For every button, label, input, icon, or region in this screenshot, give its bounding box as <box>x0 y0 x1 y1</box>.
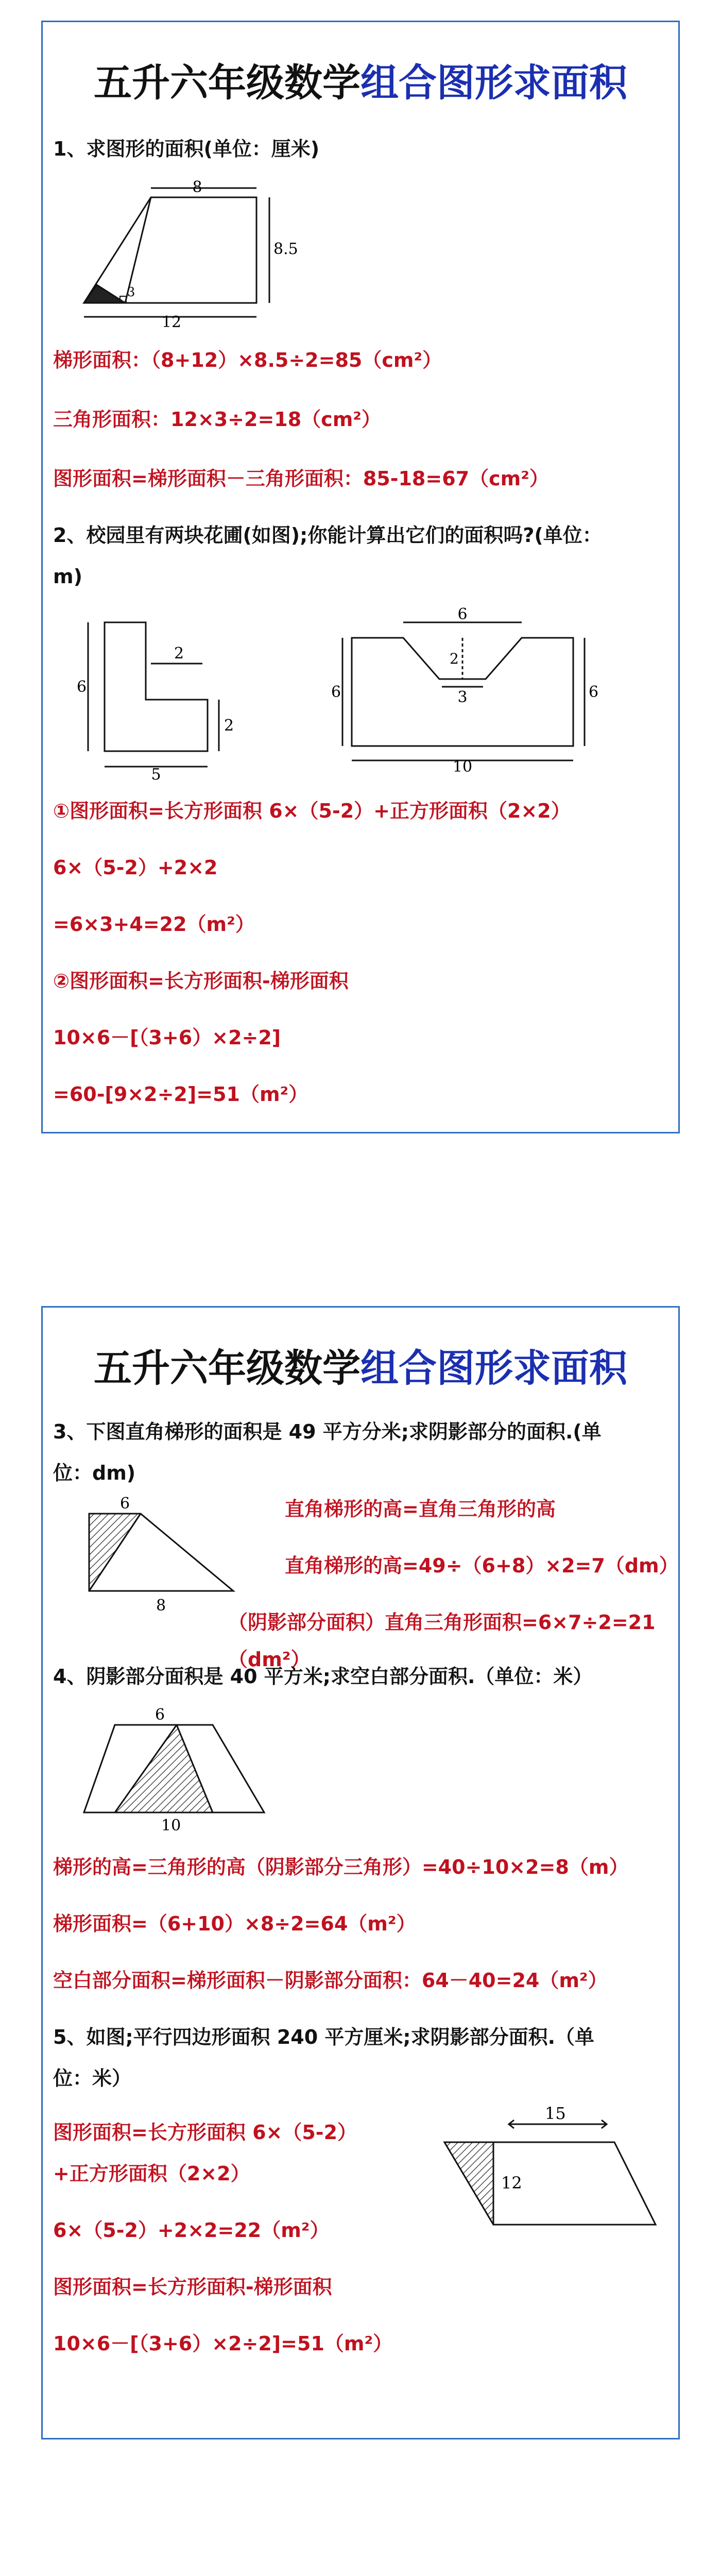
question-5-line-1: 5、如图;平行四边形面积 240 平方厘米;求阴影部分面积.（单 <box>53 2026 595 2048</box>
question-4: 4、阴影部分面积是 40 平方米;求空白部分面积.（单位：米） <box>53 1665 593 1688</box>
fig1-label-base: 12 <box>161 313 182 331</box>
fig2b-label-bottom: 10 <box>452 758 473 776</box>
question-3-line-1: 3、下图直角梯形的面积是 49 平方分米;求阴影部分的面积.(单 <box>53 1420 602 1443</box>
card-2 <box>41 1306 680 2439</box>
figure-3-right-trapezoid <box>63 1493 269 1617</box>
answer-2-line-5: 10×6－[（3+6）×2÷2] <box>53 1026 281 1049</box>
figure-5-parallelogram <box>419 2101 666 2245</box>
fig4-label-bottom: 10 <box>161 1817 181 1835</box>
answer-2-line-2: 6×（5-2）+2×2 <box>53 856 218 879</box>
figure-2b-notched-rect <box>331 605 599 776</box>
answer-1-line-1: 梯形面积：（8+12）×8.5÷2=85（cm²） <box>53 349 442 371</box>
answer-3-line-2: 直角梯形的高=49÷（6+8）×2=7（dm） <box>285 1554 679 1577</box>
figure-4-trapezoid <box>63 1704 280 1838</box>
answer-5-line-1: 图形面积=长方形面积 6×（5-2） <box>53 2121 357 2144</box>
answer-4-line-1: 梯形的高=三角形的高（阴影部分三角形）=40÷10×2=8（m） <box>53 1856 629 1878</box>
answer-4-line-2: 梯形面积=（6+10）×8÷2=64（m²） <box>53 1912 416 1935</box>
answer-1-line-2: 三角形面积：12×3÷2=18（cm²） <box>53 408 381 431</box>
fig1-label-small: 3 <box>127 285 135 299</box>
question-5-line-2: 位：米） <box>53 2067 132 2090</box>
fig4-label-top: 6 <box>155 1706 165 1724</box>
fig2a-label-left: 6 <box>77 678 87 696</box>
answer-5-line-5: 10×6－[（3+6）×2÷2]=51（m²） <box>53 2332 393 2355</box>
answer-1-line-3: 图形面积=梯形面积－三角形面积：85-18=67（cm²） <box>53 467 549 490</box>
fig2b-label-left: 6 <box>331 683 341 701</box>
answer-2-line-1: ①图形面积=长方形面积 6×（5-2）+正方形面积（2×2） <box>53 800 571 822</box>
page-title: 五升六年级数学组合图形求面积 <box>94 1346 627 1391</box>
answer-2-line-6: =60-[9×2÷2]=51（m²） <box>53 1083 308 1106</box>
question-3-line-2: 位：dm) <box>53 1462 136 1484</box>
card-1 <box>41 21 680 1133</box>
answer-3-line-1: 直角梯形的高=直角三角形的高 <box>285 1498 556 1520</box>
fig2a-label-bottom: 5 <box>151 766 161 784</box>
fig1-label-top: 8 <box>192 178 202 196</box>
fig3-label-bottom: 8 <box>156 1597 166 1615</box>
answer-3-line-3: （阴影部分面积）直角三角形面积=6×7÷2=21（dm²） <box>228 1611 656 1671</box>
question-2-line-2: m) <box>53 565 82 588</box>
fig2b-label-right: 6 <box>589 683 599 701</box>
page-title: 五升六年级数学组合图形求面积 <box>94 61 627 105</box>
answer-2-line-3: =6×3+4=22（m²） <box>53 913 255 936</box>
fig2a-label-top: 2 <box>174 645 184 663</box>
fig2b-label-top: 6 <box>457 605 468 623</box>
fig3-label-top: 6 <box>120 1495 130 1513</box>
answer-4-line-3: 空白部分面积=梯形面积－阴影部分面积：64－40=24（m²） <box>53 1969 608 1992</box>
fig1-label-side: 8.5 <box>273 240 298 258</box>
figure-1-trapezoid <box>74 177 298 331</box>
fig2b-label-mid: 2 <box>450 650 459 667</box>
answer-5-line-2: +正方形面积（2×2） <box>53 2162 250 2185</box>
fig5-label-top: 15 <box>545 2104 566 2123</box>
answer-2-line-4: ②图形面积=长方形面积-梯形面积 <box>53 970 349 992</box>
fig2b-label-inner: 3 <box>457 688 468 706</box>
question-1: 1、求图形的面积(单位：厘米) <box>53 138 320 160</box>
fig5-label-side: 12 <box>501 2173 522 2193</box>
answer-5-line-4: 图形面积=长方形面积-梯形面积 <box>53 2276 332 2298</box>
answer-5-line-3: 6×（5-2）+2×2=22（m²） <box>53 2219 330 2242</box>
question-2-line-1: 2、校园里有两块花圃(如图);你能计算出它们的面积吗?(单位： <box>53 524 602 547</box>
figure-2a-l-shape <box>74 612 244 782</box>
fig2a-label-right: 2 <box>224 717 234 735</box>
